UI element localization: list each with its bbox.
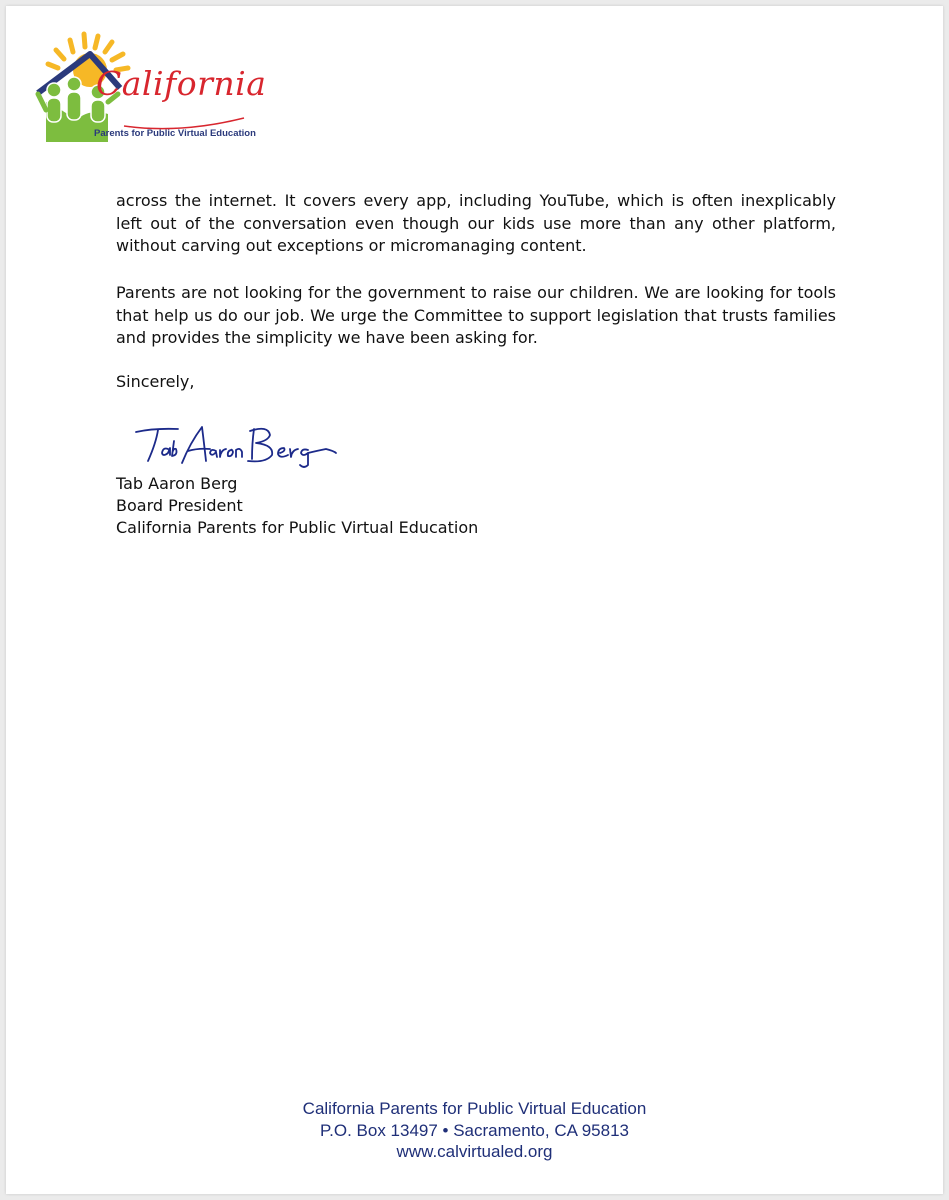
- signer-name: Tab Aaron Berg: [116, 474, 238, 493]
- logo-wordmark: California: [96, 64, 267, 103]
- signer-organization: California Parents for Public Virtual Education: [116, 518, 479, 537]
- signature-block: [116, 473, 478, 539]
- footer-organization: California Parents for Public Virtual Education: [302, 1099, 647, 1118]
- footer-website-link[interactable]: www.calvirtualed.org: [396, 1142, 553, 1161]
- logo-tagline: Parents for Public Virtual Education: [94, 128, 256, 139]
- body-paragraph-1: across the internet. It covers every app, including YouTube, which is often inexplicably left out of the conversation even though our kids use more than any other platform, without carving out exceptions or micromanaging content.: [116, 191, 836, 255]
- closing-salutation: Sincerely,: [116, 372, 195, 391]
- handwritten-signature: [130, 415, 350, 470]
- letter-page: [6, 6, 943, 1194]
- signer-title: Board President: [116, 496, 243, 515]
- footer-address: P.O. Box 13497 • Sacramento, CA 95813: [319, 1120, 629, 1140]
- letterhead-footer: [0, 1098, 949, 1163]
- body-paragraph-2: Parents are not looking for the government to raise our children. We are looking for tools that help us do our job. We urge the Committee to support legislation that trusts families and provides the simplicity we have been asking for.: [116, 283, 836, 347]
